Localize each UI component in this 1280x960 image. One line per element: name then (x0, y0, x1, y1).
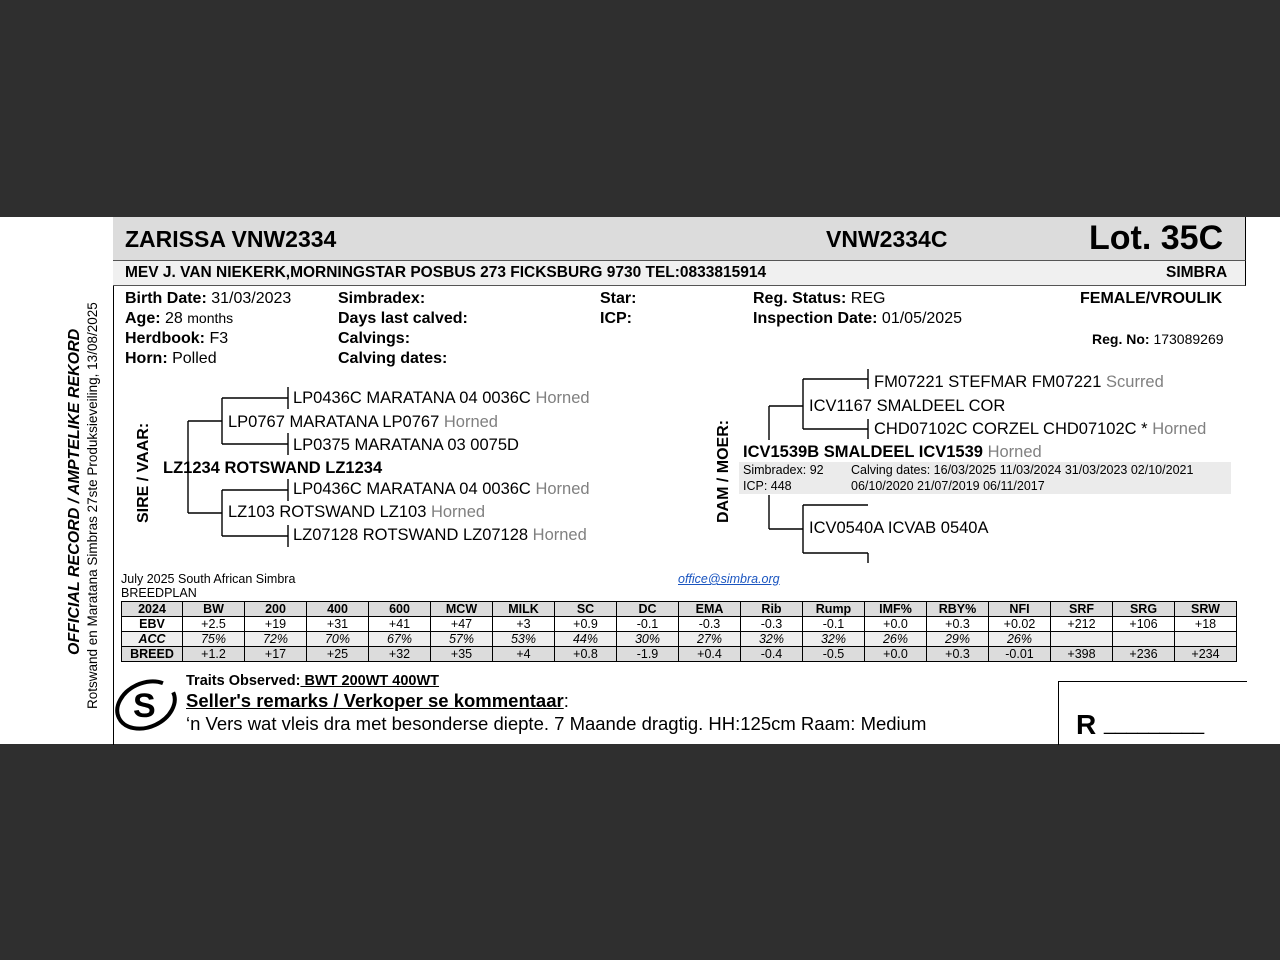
table-header-row (122, 602, 1237, 617)
icp-label: ICP: (600, 310, 632, 327)
table-cell: -0.1 (617, 617, 679, 632)
calving-dates-label: Calving dates: (338, 350, 448, 367)
table-cell: -1.9 (617, 647, 679, 662)
table-cell: 29% (927, 632, 989, 647)
breed-row (122, 647, 1237, 662)
table-cell: +2.5 (183, 617, 245, 632)
sire-dam: LZ103 ROTSWAND LZ103 Horned (228, 503, 486, 521)
table-cell: +0.0 (865, 647, 927, 662)
table-cell: 72% (245, 632, 307, 647)
table-cell: 44% (555, 632, 617, 647)
table-cell: 57% (431, 632, 493, 647)
table-cell: MCW (431, 602, 493, 617)
calvings-label: Calvings: (338, 330, 411, 347)
table-cell: MILK (493, 602, 555, 617)
horn-status: Horn: Polled (125, 350, 217, 367)
table-cell: +0.9 (555, 617, 617, 632)
table-cell: +41 (369, 617, 431, 632)
ebv-row (122, 617, 1237, 632)
ebv-table (121, 601, 1237, 662)
table-cell: 600 (369, 602, 431, 617)
table-cell: 53% (493, 632, 555, 647)
table-cell: 32% (741, 632, 803, 647)
dam-sire: ICV1167 SMALDEEL COR (809, 397, 1006, 415)
table-cell (1051, 632, 1113, 647)
sire-name: LZ1234 ROTSWAND LZ1234 (163, 459, 383, 477)
sire-sire: LP0767 MARATANA LP0767 Horned (228, 413, 498, 431)
table-cell: ACC (122, 632, 183, 647)
contact-email-link[interactable]: office@simbra.org (678, 572, 780, 586)
traits-observed: Traits Observed: BWT 200WT 400WT (186, 673, 440, 689)
table-cell (1113, 632, 1175, 647)
table-cell: +4 (493, 647, 555, 662)
table-cell: -0.1 (803, 617, 865, 632)
dam-name: ICV1539B SMALDEEL ICV1539 Horned (743, 443, 1042, 461)
sire-sire-dam: LP0375 MARATANA 03 0075D (293, 436, 519, 454)
table-cell: 27% (679, 632, 741, 647)
seller-remarks-heading: Seller's remarks / Verkoper se kommentaar: (186, 690, 569, 711)
table-cell: SRW (1175, 602, 1237, 617)
simbra-logo (110, 675, 190, 735)
lot-number: Lot. 35C (1089, 219, 1224, 257)
table-cell: +1.2 (183, 647, 245, 662)
table-cell: 67% (369, 632, 431, 647)
table-cell: 32% (803, 632, 865, 647)
sire-dam-sire: LP0436C MARATANA 04 0036C Horned (293, 480, 590, 498)
table-cell (1175, 632, 1237, 647)
table-cell: +3 (493, 617, 555, 632)
table-cell: +19 (245, 617, 307, 632)
acc-row (122, 632, 1237, 647)
table-cell: +0.3 (927, 647, 989, 662)
table-cell: -0.3 (679, 617, 741, 632)
table-cell: -0.5 (803, 647, 865, 662)
sire-dam-dam: LZ07128 ROTSWAND LZ07128 Horned (293, 526, 587, 544)
table-cell: +0.02 (989, 617, 1051, 632)
table-cell: +32 (369, 647, 431, 662)
days-last-calved-label: Days last calved: (338, 310, 468, 327)
table-cell: 400 (307, 602, 369, 617)
table-cell: RBY% (927, 602, 989, 617)
table-cell: +0.4 (679, 647, 741, 662)
dam-sire-sire: FM07221 STEFMAR FM07221 Scurred (874, 373, 1164, 391)
table-cell: -0.4 (741, 647, 803, 662)
table-cell: 2024 (122, 602, 183, 617)
sex: FEMALE/VROULIK (1080, 290, 1223, 307)
table-cell: EBV (122, 617, 183, 632)
inspection-date: Inspection Date: 01/05/2025 (753, 310, 962, 327)
dam-calving-dates-1: Calving dates: 16/03/2025 11/03/2024 31/03/2023 02/10/2021 (851, 463, 1194, 477)
bid-line[interactable]: _________ (1104, 713, 1205, 735)
table-cell: +47 (431, 617, 493, 632)
table-cell: EMA (679, 602, 741, 617)
animal-name: ZARISSA VNW2334 (125, 226, 337, 252)
table-cell: -0.01 (989, 647, 1051, 662)
table-cell: 26% (989, 632, 1051, 647)
herdbook: Herdbook: F3 (125, 330, 229, 347)
reg-status: Reg. Status: REG (753, 290, 886, 307)
official-record-label: OFFICIAL RECORD / AMPTELIKE REKORD (66, 328, 83, 655)
table-cell: -0.3 (741, 617, 803, 632)
dam-icp: ICP: 448 (743, 479, 792, 493)
table-cell: IMF% (865, 602, 927, 617)
animal-id: VNW2334C (826, 226, 948, 252)
owner-details: MEV J. VAN NIEKERK,MORNINGSTAR POSBUS 273 FICKSBURG 9730 TEL:0833815914 (125, 264, 767, 281)
breed-name: SIMBRA (1166, 264, 1228, 281)
dam-label: DAM / MOER: (715, 419, 732, 523)
table-cell: +17 (245, 647, 307, 662)
table-cell: SRF (1051, 602, 1113, 617)
table-cell: +106 (1113, 617, 1175, 632)
simbradex-label: Simbradex: (338, 290, 426, 307)
table-cell: +25 (307, 647, 369, 662)
table-cell: +31 (307, 617, 369, 632)
birth-date: Birth Date: 31/03/2023 (125, 290, 292, 307)
breedplan-subtitle: BREEDPLAN (121, 586, 197, 600)
table-cell: Rump (803, 602, 865, 617)
catalogue-sheet (0, 217, 1280, 744)
dam-sire-dam: CHD07102C CORZEL CHD07102C * Horned (874, 420, 1207, 438)
table-cell: 70% (307, 632, 369, 647)
table-cell: DC (617, 602, 679, 617)
sire-label: SIRE / VAAR: (135, 422, 152, 523)
dam-simbradex: Simbradex: 92 (743, 463, 824, 477)
dam-dam: ICV0540A ICVAB 0540A (809, 519, 989, 537)
registration-number: Reg. No: 173089269 (1092, 331, 1224, 347)
sale-name-label: Rotswand en Maratana Simbras 27ste Produksieveiling, 13/08/2025 (85, 302, 100, 709)
table-cell: +0.0 (865, 617, 927, 632)
dam-calving-dates-2: 06/10/2020 21/07/2019 06/11/2017 (851, 479, 1045, 493)
table-cell: 26% (865, 632, 927, 647)
table-cell: 200 (245, 602, 307, 617)
table-cell: BW (183, 602, 245, 617)
seller-remarks: ‘n Vers wat vleis dra met besonderse diepte. 7 Maande dragtig. HH:125cm Raam: Medium (186, 713, 927, 734)
table-cell: +0.3 (927, 617, 989, 632)
table-cell: +234 (1175, 647, 1237, 662)
table-cell: 75% (183, 632, 245, 647)
table-cell: +18 (1175, 617, 1237, 632)
logo-letter: S (133, 687, 156, 725)
bid-r-label: R (1076, 709, 1097, 740)
breedplan-title: July 2025 South African Simbra (121, 572, 296, 586)
table-cell: +398 (1051, 647, 1113, 662)
table-cell: BREED (122, 647, 183, 662)
table-cell: SRG (1113, 602, 1175, 617)
table-cell: SC (555, 602, 617, 617)
table-cell: +236 (1113, 647, 1175, 662)
table-cell: NFI (989, 602, 1051, 617)
star-label: Star: (600, 290, 637, 307)
sire-sire-sire: LP0436C MARATANA 04 0036C Horned (293, 389, 590, 407)
table-cell: +35 (431, 647, 493, 662)
table-cell: 30% (617, 632, 679, 647)
age: Age: 28 months (125, 310, 234, 327)
table-cell: Rib (741, 602, 803, 617)
table-cell: +0.8 (555, 647, 617, 662)
table-cell: +212 (1051, 617, 1113, 632)
